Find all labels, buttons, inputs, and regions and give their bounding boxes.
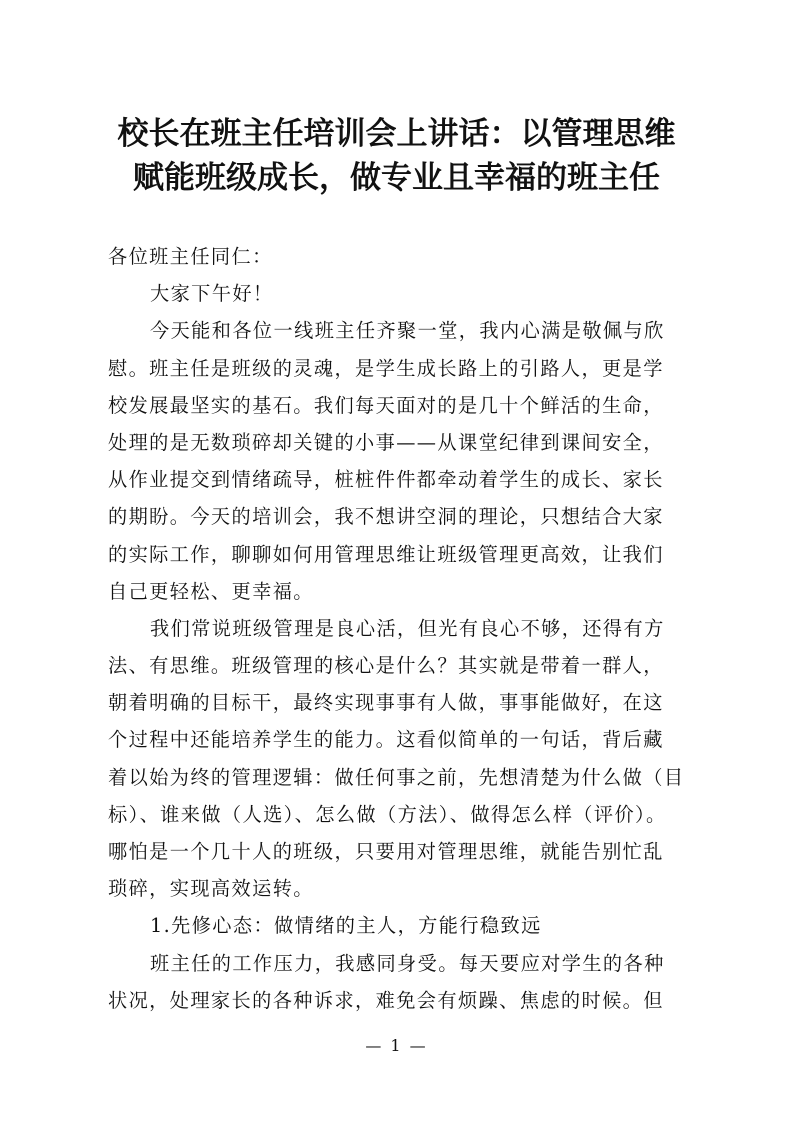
text-line: 哪怕是一个几十人的班级，只要用对管理思维，就能告别忙乱: [108, 840, 664, 863]
title-line-2: 赋能班级成长，做专业且幸福的班主任: [133, 160, 660, 196]
text-line: 班主任的工作压力，我感同身受。每天要应对学生的各种: [150, 951, 665, 975]
text-line: 今天能和各位一线班主任齐聚一堂，我内心满是敬佩与欣: [150, 319, 665, 343]
text-line: 着以始为终的管理逻辑：做任何事之前，先想清楚为什么做（目: [108, 765, 685, 789]
title-line-1: 校长在班主任培训会上讲话：以管理思维: [117, 116, 676, 152]
text-line: 1.先修心态：做情绪的主人，方能行稳致远: [150, 914, 542, 938]
text-line: 我们常说班级管理是良心活，但光有良心不够，还得有方: [150, 616, 665, 640]
text-line: 的实际工作，聊聊如何用管理思维让班级管理更高效，让我们: [108, 542, 664, 566]
text-line: 法、有思维。班级管理的核心是什么？其实就是带着一群人，: [108, 654, 664, 678]
text-line: 状况，处理家长的各种诉求，难免会有烦躁、焦虑的时候。但: [108, 988, 664, 1012]
document-title: [90, 112, 703, 200]
page-number: — 1 —: [365, 1036, 428, 1055]
text-line: 的期盼。今天的培训会，我不想讲空洞的理论，只想结合大家: [108, 505, 664, 529]
text-line: 大家下午好！: [150, 282, 274, 306]
text-line: 自己更轻松、更幸福。: [108, 579, 314, 603]
text-line: 标）、谁来做（人选）、怎么做（方法）、做得怎么样（评价）。: [108, 802, 667, 826]
text-line: 校发展最坚实的基石。我们每天面对的是几十个鲜活的生命，: [108, 393, 664, 417]
text-line: 处理的是无数琐碎却关键的小事——从课堂纪律到课间安全，: [108, 430, 664, 454]
text-line: 从作业提交到情绪疏导，桩桩件件都牵动着学生的成长、家长: [108, 468, 664, 492]
text-line: 朝着明确的目标干，最终实现事事有人做，事事能做好，在这: [108, 691, 664, 715]
text-line: 各位班主任同仁：: [108, 245, 273, 268]
text-line: 个过程中还能培养学生的能力。这看似简单的一句话，背后藏: [108, 728, 664, 752]
text-line: 慰。班主任是班级的灵魂，是学生成长路上的引路人，更是学: [108, 356, 664, 380]
text-line: 琐碎，实现高效运转。: [108, 877, 314, 901]
document-body: [108, 238, 688, 1019]
